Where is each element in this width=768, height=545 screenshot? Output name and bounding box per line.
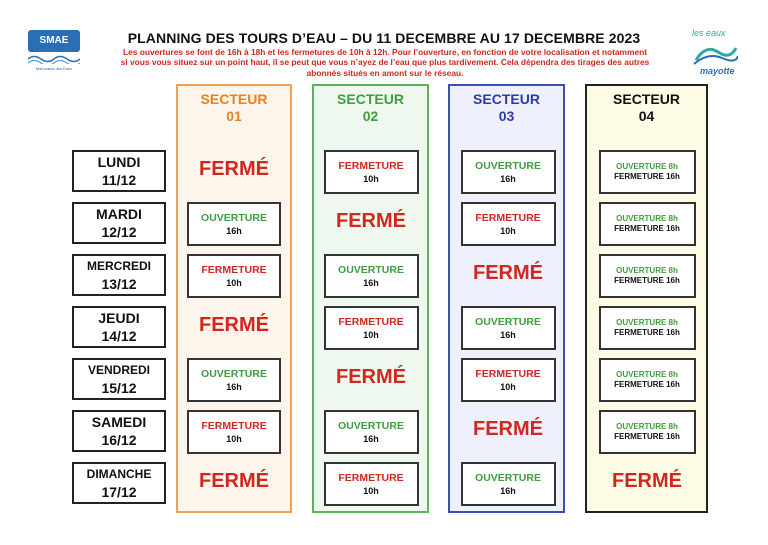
cell-status: OUVERTURE xyxy=(201,211,267,224)
mayotte-logo-line1: les eaux xyxy=(692,28,726,38)
cell-status: OUVERTURE xyxy=(475,471,541,484)
cell-status: FERMETURE xyxy=(338,159,404,172)
opening-closing-cell xyxy=(599,358,696,402)
opening-cell xyxy=(187,358,281,402)
sector-label: SECTEUR xyxy=(613,91,680,107)
closing-cell xyxy=(324,306,419,350)
cell-time: 10h xyxy=(363,329,379,340)
cell-time: 10h xyxy=(500,381,516,392)
cell-time: FERMETURE 16h xyxy=(614,172,680,181)
opening-closing-cell xyxy=(599,254,696,298)
day-wednesday xyxy=(72,254,166,296)
sector-number: 03 xyxy=(498,108,515,124)
smae-logo-subtitle: Mahoraise des Eaux xyxy=(35,66,73,71)
day-name: JEUDI xyxy=(98,310,140,326)
closing-cell xyxy=(324,150,419,194)
day-saturday xyxy=(72,410,166,452)
day-tuesday xyxy=(72,202,166,244)
cell-time: FERMETURE 16h xyxy=(614,224,680,233)
day-date: 15/12 xyxy=(101,380,137,396)
opening-cell xyxy=(461,306,556,350)
day-date: 11/12 xyxy=(101,172,137,188)
closed-status: FERMÉ xyxy=(612,470,682,492)
cell-status: FERMETURE xyxy=(475,367,541,380)
cell-status: OUVERTURE 8h xyxy=(616,214,678,223)
cell-status: OUVERTURE xyxy=(338,263,404,276)
cell-time: 16h xyxy=(500,485,516,496)
opening-closing-cell xyxy=(599,150,696,194)
cell-time: 16h xyxy=(226,381,242,392)
closed-status: FERMÉ xyxy=(199,470,269,492)
cell-status: OUVERTURE xyxy=(201,367,267,380)
closing-cell xyxy=(187,254,281,298)
cell-status: OUVERTURE 8h xyxy=(616,266,678,275)
day-name: VENDREDI xyxy=(87,363,150,377)
day-name: MARDI xyxy=(96,206,142,222)
day-name: DIMANCHE xyxy=(86,467,152,481)
cell-time: 16h xyxy=(363,277,379,288)
cell-time: FERMETURE 16h xyxy=(614,276,680,285)
closed-status: FERMÉ xyxy=(473,418,543,440)
cell-status: OUVERTURE 8h xyxy=(616,370,678,379)
opening-closing-cell xyxy=(599,202,696,246)
day-name: LUNDI xyxy=(97,154,141,170)
day-name: MERCREDI xyxy=(86,259,151,273)
cell-time: 16h xyxy=(500,173,516,184)
cell-time: 10h xyxy=(363,485,379,496)
cell-status: FERMETURE xyxy=(338,471,404,484)
day-date: 13/12 xyxy=(101,276,137,292)
cell-time: FERMETURE 16h xyxy=(614,328,680,337)
cell-time: 16h xyxy=(363,433,379,444)
day-thursday xyxy=(72,306,166,348)
cell-status: OUVERTURE xyxy=(475,159,541,172)
opening-cell xyxy=(324,254,419,298)
cell-time: 10h xyxy=(226,433,242,444)
cell-time: 10h xyxy=(363,173,379,184)
day-date: 12/12 xyxy=(101,224,137,240)
day-date: 17/12 xyxy=(101,484,137,500)
opening-cell xyxy=(461,462,556,506)
sector-number: 04 xyxy=(638,108,655,124)
sector-label: SECTEUR xyxy=(337,91,404,107)
sector-label: SECTEUR xyxy=(200,91,268,107)
cell-time: 10h xyxy=(226,277,242,288)
page-subtitle: Les ouvertures se font de 16h à 18h et les fermetures de 10h à 12h. Pour l’ouverture, en fonction de votre localisation et notamment si vous vous situez sur un point haut, il se peut que vous n’ayez de l’eau que plus tardivement. Cela dépendra des tirages des autres abonnés situés en amont sur le réseau. xyxy=(120,47,650,78)
cell-time: 16h xyxy=(500,329,516,340)
closed-status: FERMÉ xyxy=(199,158,269,180)
day-name: SAMEDI xyxy=(91,414,147,430)
sector-03-column xyxy=(448,84,565,513)
cell-status: OUVERTURE xyxy=(338,419,404,432)
day-friday xyxy=(72,358,166,400)
closed-status: FERMÉ xyxy=(199,314,269,336)
cell-status: OUVERTURE 8h xyxy=(616,162,678,171)
cell-status: FERMETURE xyxy=(201,263,267,276)
day-monday xyxy=(72,150,166,192)
sector-header xyxy=(587,91,706,125)
cell-status: FERMETURE xyxy=(201,419,267,432)
opening-cell xyxy=(187,202,281,246)
smae-logo-text: SMAE xyxy=(28,30,80,52)
day-date: 14/12 xyxy=(101,328,137,344)
closing-cell xyxy=(324,462,419,506)
opening-cell xyxy=(324,410,419,454)
cell-status: FERMETURE xyxy=(338,315,404,328)
opening-cell xyxy=(461,150,556,194)
cell-status: OUVERTURE 8h xyxy=(616,318,678,327)
opening-closing-cell xyxy=(599,306,696,350)
closing-cell xyxy=(187,410,281,454)
opening-closing-cell xyxy=(599,410,696,454)
cell-status: OUVERTURE xyxy=(475,315,541,328)
sector-label: SECTEUR xyxy=(473,91,540,107)
mayotte-logo-line2: mayotte xyxy=(700,66,735,76)
cell-status: FERMETURE xyxy=(475,211,541,224)
page-title: PLANNING DES TOURS D’EAU – DU 11 DECEMBRE AU 17 DECEMBRE 2023 xyxy=(127,30,641,46)
cell-time: 16h xyxy=(226,225,242,236)
wave-icon xyxy=(28,54,80,64)
day-date: 16/12 xyxy=(101,432,137,448)
cell-status: OUVERTURE 8h xyxy=(616,422,678,431)
closed-status: FERMÉ xyxy=(336,210,406,232)
cell-time: FERMETURE 16h xyxy=(614,432,680,441)
closing-cell xyxy=(461,202,556,246)
cell-time: 10h xyxy=(500,225,516,236)
closed-status: FERMÉ xyxy=(336,366,406,388)
day-sunday xyxy=(72,462,166,504)
sector-header xyxy=(314,91,427,125)
closing-cell xyxy=(461,358,556,402)
closed-status: FERMÉ xyxy=(473,262,543,284)
sector-number: 01 xyxy=(226,108,242,124)
cell-time: FERMETURE 16h xyxy=(614,380,680,389)
sector-header xyxy=(450,91,563,125)
sector-header xyxy=(178,91,290,125)
sector-number: 02 xyxy=(362,108,379,124)
